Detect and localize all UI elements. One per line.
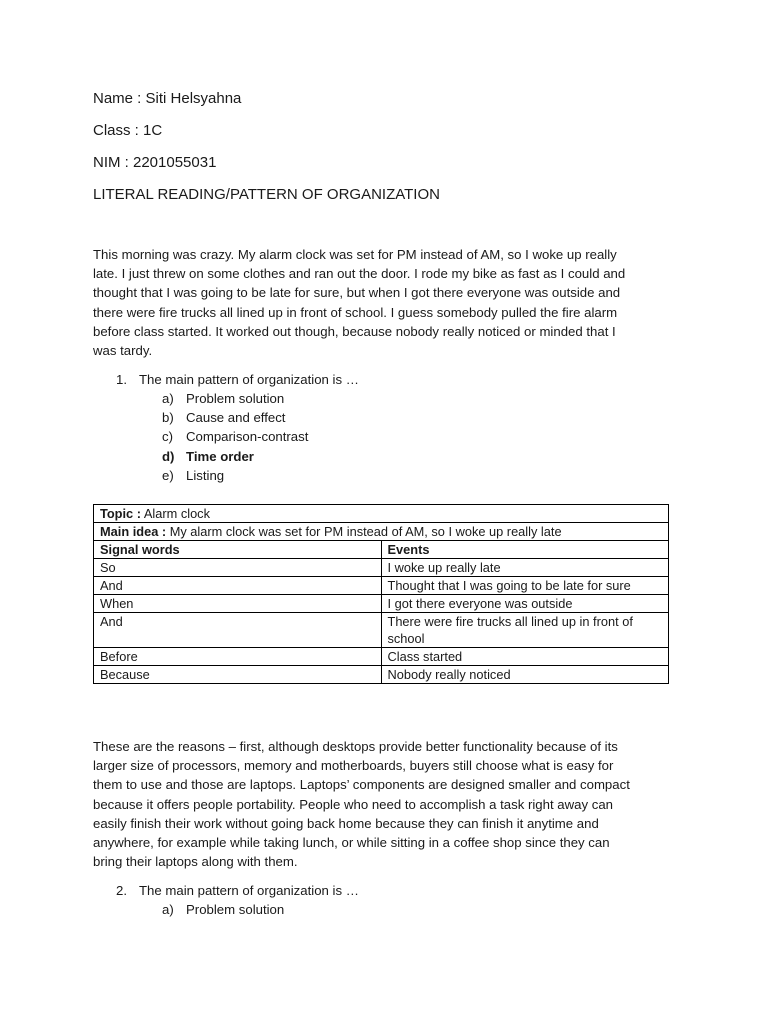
option-d-selected: d) Time order	[162, 448, 254, 464]
question-1-options	[162, 389, 308, 485]
signal-words-table	[93, 504, 669, 684]
question-text: The main pattern of organization is …	[139, 883, 359, 898]
passage-line: was tardy.	[93, 342, 153, 358]
topic-value: Alarm clock	[141, 506, 210, 521]
event-cell: Class started	[381, 648, 669, 666]
column-header-events: Events	[381, 541, 669, 559]
passage-line: because it offers people portability. People who need to accomplish a task right away can	[93, 796, 613, 812]
student-name: Name : Siti Helsyahna	[93, 90, 242, 107]
passage-line: them to use and those are laptops. Laptops’ components are designed smaller and compact	[93, 777, 630, 793]
passage-line: larger size of processors, memory and motherboards, buyers still choose what is easy for	[93, 758, 614, 774]
event-cell: Nobody really noticed	[381, 666, 669, 684]
signal-cell: And	[94, 577, 382, 595]
option-c: c) Comparison-contrast	[162, 429, 309, 445]
table-row	[94, 648, 669, 666]
passage-line: late. I just threw on some clothes and ran out the door. I rode my bike as fast as I could and	[93, 266, 626, 282]
student-class: Class : 1C	[93, 122, 163, 139]
topic-row	[94, 505, 669, 523]
column-header-signal: Signal words	[94, 541, 382, 559]
option-e: e) Listing	[162, 467, 225, 483]
event-cell: I woke up really late	[381, 559, 669, 577]
passage-line: These are the reasons – first, although desktops provide better functionality because of its	[93, 739, 618, 754]
table-header-row	[94, 541, 669, 559]
question-1	[116, 370, 359, 389]
signal-cell: When	[94, 595, 382, 613]
signal-cell: And	[94, 613, 382, 648]
main-idea-row	[94, 523, 669, 541]
option-b: b) Cause and effect	[162, 410, 286, 426]
passage-line: anywhere, for example while taking lunch, or while sitting in a coffee shop since they can	[93, 834, 610, 850]
signal-cell: Because	[94, 666, 382, 684]
passage-1	[93, 245, 683, 360]
main-idea-label: Main idea :	[100, 524, 167, 539]
student-nim: NIM : 2201055031	[93, 154, 217, 171]
document-title: LITERAL READING/PATTERN OF ORGANIZATION	[93, 186, 440, 203]
table-row	[94, 595, 669, 613]
signal-cell: Before	[94, 648, 382, 666]
table-row	[94, 666, 669, 684]
signal-cell: So	[94, 559, 382, 577]
passage-line: thought that I was going to be late for sure, but when I got there everyone was outside and	[93, 285, 621, 301]
event-cell: There were fire trucks all lined up in front of school	[381, 613, 669, 648]
main-idea-value: My alarm clock was set for PM instead of AM, so I woke up really late	[166, 524, 562, 539]
passage-line: easily finish their work without going back home because they can finish it anytime and	[93, 815, 599, 831]
event-cell: I got there everyone was outside	[381, 595, 669, 613]
option-a: a) Problem solution	[162, 391, 285, 406]
question-2-options	[162, 900, 284, 919]
event-cell: Thought that I was going to be late for sure	[381, 577, 669, 595]
passage-line: before class started. It worked out though, because nobody really noticed or minded that I	[93, 323, 616, 339]
passage-2	[93, 737, 683, 871]
question-number: 2.	[116, 883, 127, 898]
passage-line: bring their laptops along with them.	[93, 854, 298, 870]
question-text: The main pattern of organization is …	[139, 372, 359, 387]
passage-line: there were fire trucks all lined up in front of school. I guess somebody pulled the fire alarm	[93, 304, 618, 320]
table-row	[94, 577, 669, 595]
table-row	[94, 559, 669, 577]
topic-label: Topic :	[100, 506, 141, 521]
option-a: a) Problem solution	[162, 902, 285, 917]
passage-line: This morning was crazy. My alarm clock was set for PM instead of AM, so I woke up really	[93, 247, 617, 262]
question-number: 1.	[116, 372, 127, 387]
table-row	[94, 613, 669, 648]
question-2	[116, 881, 359, 900]
